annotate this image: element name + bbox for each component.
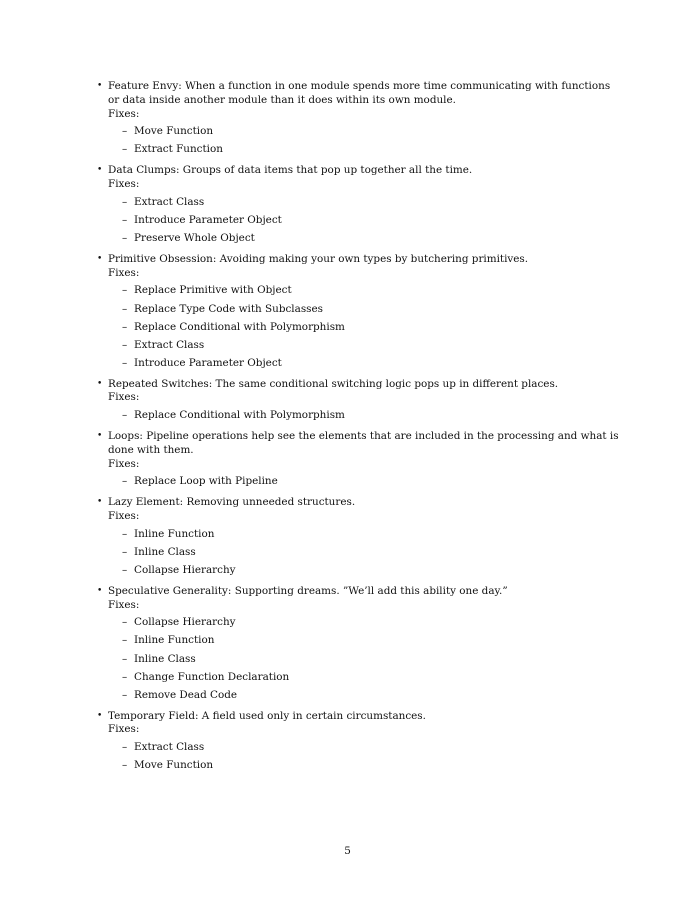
fix-item — [122, 196, 622, 210]
fixes-label: Fixes: — [108, 598, 140, 611]
fix-text: Extract Class — [134, 195, 205, 208]
dash-icon: – — [122, 284, 128, 297]
smell-item — [97, 710, 622, 773]
fix-text: Replace Conditional with Polymorphism — [134, 409, 345, 422]
fix-text: Move Function — [134, 125, 214, 138]
dash-icon: – — [122, 616, 128, 629]
bullet-icon: • — [97, 253, 103, 264]
fix-text: Preserve Whole Object — [134, 232, 255, 245]
fix-item — [122, 321, 622, 335]
dash-icon: – — [122, 688, 128, 701]
fix-item — [122, 653, 622, 667]
fix-item — [122, 689, 622, 703]
fix-text: Remove Dead Code — [134, 688, 238, 701]
fixes-label: Fixes: — [108, 457, 140, 470]
bullet-icon: • — [97, 378, 103, 389]
fix-item — [122, 125, 622, 139]
bullet-icon: • — [97, 431, 103, 442]
fix-item — [122, 143, 622, 157]
fix-item — [122, 339, 622, 353]
dash-icon: – — [122, 302, 128, 315]
fix-text: Collapse Hierarchy — [134, 616, 236, 629]
fix-text: Extract Class — [134, 338, 205, 351]
bullet-icon: • — [97, 81, 103, 91]
fix-text: Extract Class — [134, 741, 205, 754]
fix-item — [122, 357, 622, 371]
smell-text: Feature Envy: When a function in one module spends more time communicating with functions or data inside another module than it does within its own module. — [108, 80, 611, 106]
dash-icon: – — [122, 409, 128, 422]
fixes-list — [108, 741, 622, 773]
dash-icon: – — [122, 652, 128, 665]
smell-item — [97, 585, 622, 703]
dash-icon: – — [122, 338, 128, 351]
fix-text: Extract Function — [134, 143, 223, 156]
fix-text: Introduce Parameter Object — [134, 213, 282, 226]
smell-text: Speculative Generality: Supporting dreams. ”We’ll add this ability one day.” — [108, 584, 508, 597]
fix-text: Change Function Declaration — [134, 670, 290, 683]
fix-item — [122, 759, 622, 773]
fix-text: Inline Class — [134, 545, 196, 558]
bullet-icon: • — [97, 710, 103, 721]
fix-text: Move Function — [134, 759, 214, 772]
smell-item — [97, 378, 622, 423]
fixes-list — [108, 475, 622, 489]
fix-text: Inline Function — [134, 527, 215, 540]
smell-text: Lazy Element: Removing unneeded structures. — [108, 496, 356, 509]
bullet-icon: • — [97, 497, 103, 508]
fix-item — [122, 232, 622, 246]
fixes-list — [108, 409, 622, 423]
fix-text: Inline Function — [134, 634, 215, 647]
dash-icon: – — [122, 195, 128, 208]
fixes-list — [108, 616, 622, 702]
fix-item — [122, 564, 622, 578]
fix-item — [122, 616, 622, 630]
fix-item — [122, 546, 622, 560]
dash-icon: – — [122, 213, 128, 226]
dash-icon: – — [122, 563, 128, 576]
fixes-label: Fixes: — [108, 391, 140, 404]
dash-icon: – — [122, 759, 128, 772]
smell-item — [97, 80, 622, 157]
fix-text: Replace Loop with Pipeline — [134, 475, 278, 488]
dash-icon: – — [122, 320, 128, 333]
fix-item — [122, 741, 622, 755]
fixes-list — [108, 284, 622, 370]
dash-icon: – — [122, 475, 128, 488]
fix-item — [122, 303, 622, 317]
fix-item — [122, 284, 622, 298]
fix-text: Collapse Hierarchy — [134, 563, 236, 576]
smell-text: Loops: Pipeline operations help see the elements that are included in the processing and what is done with them. — [108, 430, 619, 456]
bullet-icon: • — [97, 585, 103, 596]
fixes-label: Fixes: — [108, 107, 140, 120]
dash-icon: – — [122, 527, 128, 540]
page-number: 5 — [344, 845, 351, 857]
smell-text: Primitive Obsession: Avoiding making your own types by butchering primitives. — [108, 252, 529, 265]
dash-icon: – — [122, 545, 128, 558]
smell-text: Data Clumps: Groups of data items that pop up together all the time. — [108, 164, 473, 177]
dash-icon: – — [122, 634, 128, 647]
fixes-label: Fixes: — [108, 266, 140, 279]
smell-item — [97, 496, 622, 578]
smell-text: Repeated Switches: The same conditional switching logic pops up in different places. — [108, 377, 559, 390]
fix-text: Replace Type Code with Subclasses — [134, 302, 323, 315]
dash-icon: – — [122, 741, 128, 754]
fix-text: Replace Conditional with Polymorphism — [134, 320, 345, 333]
dash-icon: – — [122, 232, 128, 245]
dash-icon: – — [122, 356, 128, 369]
fix-item — [122, 214, 622, 228]
smell-text: Temporary Field: A field used only in certain circumstances. — [108, 709, 426, 722]
fix-text: Inline Class — [134, 652, 196, 665]
dash-icon: – — [122, 670, 128, 683]
fix-item — [122, 528, 622, 542]
fix-item — [122, 475, 622, 489]
smell-item — [97, 253, 622, 371]
fix-item — [122, 634, 622, 648]
fixes-list — [108, 196, 622, 246]
fixes-label: Fixes: — [108, 723, 140, 736]
fix-item — [122, 409, 622, 423]
fixes-list — [108, 528, 622, 578]
fix-text: Replace Primitive with Object — [134, 284, 292, 297]
fixes-list — [108, 125, 622, 157]
code-smell-list — [97, 80, 622, 780]
dash-icon: – — [122, 143, 128, 156]
fix-item — [122, 671, 622, 685]
smell-item — [97, 164, 622, 246]
bullet-icon: • — [97, 165, 103, 176]
smell-item — [97, 430, 622, 489]
fix-text: Introduce Parameter Object — [134, 356, 282, 369]
fixes-label: Fixes: — [108, 178, 140, 191]
dash-icon: – — [122, 125, 128, 138]
fixes-label: Fixes: — [108, 510, 140, 522]
